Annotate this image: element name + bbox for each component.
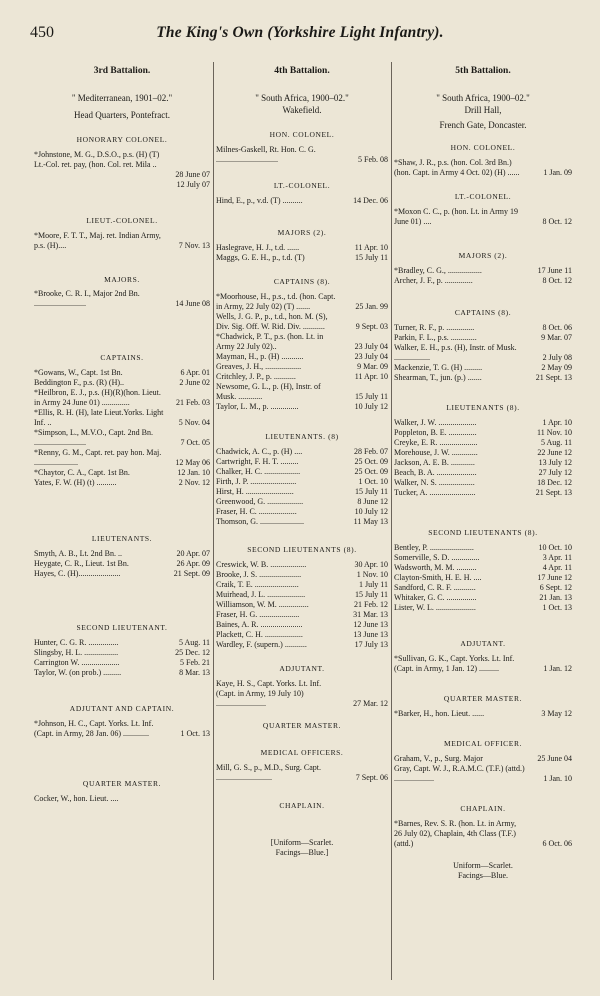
section-heading: LT.-COLONEL. [454, 192, 512, 201]
commission-date: 1 July 11 [358, 580, 388, 589]
officer-name: Baines, A. R. ..................... [216, 620, 303, 629]
section-heading: LIEUT.-COLONEL. [86, 216, 158, 225]
officer-name: *Chadwick, P. T., p.s. (hon. Lt. in Army 22 July 02).. [216, 332, 324, 351]
commission-date: 1 Jan. 10 [543, 774, 572, 783]
officer-entry [394, 654, 572, 674]
section-heading: LIEUTENANTS. (8) [265, 432, 339, 441]
officer-name: Wardley, F. (supern.) ........... [216, 640, 307, 649]
officer-name: Yates, F. W. (H) (t) .......... [34, 478, 117, 487]
officer-entry [34, 428, 210, 448]
officer-name: Tucker, A. ....................... [394, 488, 476, 497]
running-title: The King's Own (Yorkshire Light Infantry). [156, 24, 444, 41]
commission-date: 11 Nov. 10 [537, 428, 572, 437]
commission-date: 12 May 06 [175, 458, 210, 467]
officer-name: *Barker, H., hon. Lieut. ...... [394, 709, 485, 718]
officer-entry [394, 428, 572, 438]
officer-entry [216, 402, 388, 412]
section-heading: ADJUTANT AND CAPTAIN. [69, 704, 175, 713]
officer-entry [216, 497, 388, 507]
commission-date: 15 July 11 [354, 590, 388, 599]
officer-entry [394, 478, 572, 488]
section-heading: HON. COLONEL. [450, 143, 516, 152]
commission-date: 28 June 07 [175, 170, 210, 179]
officer-name: Mackenzie, T. G. (H) ......... [394, 363, 483, 372]
section-heading: MEDICAL OFFICERS. [260, 748, 344, 757]
commission-date: 26 Apr. 09 [176, 559, 210, 568]
officer-name: Craik, T. E. ...................... [216, 580, 299, 589]
commission-date: 1 Oct. 10 [358, 477, 388, 486]
officer-entry [216, 382, 388, 402]
officer-entry [34, 408, 210, 428]
battalion-heading: 4th Battalion. [274, 66, 330, 76]
commission-date: 25 Oct. 09 [354, 457, 388, 466]
commission-date: 5 Feb. 21 [180, 658, 210, 667]
section-heading: LT.-COLONEL. [273, 181, 331, 190]
officer-name: Chadwick, A. C., p. (H) .... [216, 447, 303, 456]
officer-name: Sandford, C. R. F. ........... [394, 583, 476, 592]
section-heading: SECOND LIEUTENANTS (8). [428, 528, 538, 537]
facings-note: Facings—Blue. [458, 871, 508, 880]
officer-entry [216, 679, 388, 709]
commission-date: 8 Oct. 12 [542, 276, 572, 285]
commission-date: 25 Oct. 09 [354, 467, 388, 476]
officer-entry [216, 243, 388, 253]
officer-name: Whitaker, G. C. ............... [394, 593, 477, 602]
column-rule-right [391, 62, 392, 980]
officer-name: Smyth, A. B., Lt. 2nd Bn. .. [34, 549, 123, 558]
officer-entry [394, 458, 572, 468]
uniform-note: [Uniform—Scarlet. [270, 838, 334, 847]
officer-entry [394, 603, 572, 613]
officer-name: *Moorhouse, H., p.s., t.d. (hon. Capt. in Army, 22 July 02) (T) ....... [216, 292, 336, 311]
officer-entry [394, 468, 572, 478]
section-heading: CAPTAINS. [100, 353, 144, 362]
officer-entry [34, 648, 210, 658]
officer-name: Morehouse, J. W. ............. [394, 448, 478, 457]
commission-date: 21 Sept. 09 [173, 569, 210, 578]
officer-entry [216, 145, 388, 165]
commission-date: 5 Feb. 08 [358, 155, 388, 164]
commission-date: 1 Apr. 10 [542, 418, 572, 427]
officer-entry [34, 719, 210, 739]
commission-date: 4 Apr. 11 [542, 563, 572, 572]
officer-name: Creswick, W. B. .................. [216, 560, 307, 569]
officer-name: Wells, J. G. P., p., t.d., hon. M. (S), Div. Sig. Off. W. Rid. Div. ........... [216, 312, 328, 331]
commission-date: 7 Oct. 05 [180, 438, 210, 447]
section-heading: QUARTER MASTER. [443, 694, 523, 703]
officer-name: Chalker, H. C. .................. [216, 467, 301, 476]
commission-date: 21 Sept. 13 [535, 373, 572, 382]
officer-entry [34, 231, 210, 251]
battalion-heading: 5th Battalion. [455, 66, 511, 76]
officer-name: Walker, J. W. ................... [394, 418, 477, 427]
officer-entry [34, 388, 210, 408]
column-5th-battalion [394, 66, 572, 881]
commission-date: 2 June 02 [179, 378, 210, 387]
commission-date: 8 Oct. 06 [542, 323, 572, 332]
officer-entry [394, 276, 572, 286]
officer-entry [216, 457, 388, 467]
commission-date: 15 July 11 [354, 253, 388, 262]
officer-entry [394, 563, 572, 573]
officer-name: *Johnson, H. C., Capt. Yorks. Lt. Inf. (Capt. in Army, 28 Jan. 06) ............. [34, 719, 154, 738]
commission-date: 5 Aug. 11 [540, 438, 572, 447]
officer-name: Somerville, S. D. .............. [394, 553, 480, 562]
commission-date: 3 Apr. 11 [542, 553, 572, 562]
officer-name: Greaves, J. H., .................. [216, 362, 302, 371]
officer-entry [34, 378, 210, 388]
officer-entry [394, 543, 572, 553]
officer-entry [216, 467, 388, 477]
officer-name: Heygate, C. R., Lieut. 1st Bn. [34, 559, 129, 568]
officer-entry [216, 600, 388, 610]
officer-entry [216, 352, 388, 362]
commission-date: 10 Oct. 10 [538, 543, 572, 552]
commission-date: 11 May 13 [353, 517, 388, 526]
commission-date: 17 June 12 [537, 573, 572, 582]
officer-name: Hunter, C. G. R. ............... [34, 638, 119, 647]
officer-entry [216, 570, 388, 580]
section-heading: SECOND LIEUTENANT. [76, 623, 168, 632]
commission-date: 9 Sept. 03 [355, 322, 388, 331]
officer-name: Beddington F., p.s. (R) (H).. [34, 378, 125, 387]
battalion-motto: " Mediterranean, 1901–02." [71, 93, 173, 103]
officer-entry [394, 819, 572, 849]
officer-name: Kaye, H. S., Capt. Yorks. Lt. Inf. (Capt. in Army, 19 July 10) ......................... [216, 679, 322, 708]
section-heading: MAJORS (2). [458, 251, 508, 260]
officer-name: *Heilbron, E. J., p.s. (H)(R)(hon. Lieut. in Army 24 June 01) .............. [34, 388, 161, 407]
commission-date: 5 Nov. 04 [178, 418, 210, 427]
officer-entry [394, 266, 572, 276]
officer-name: Fraser, H. G. .................... [216, 610, 300, 619]
battalion-headquarters: Wakefield. [282, 105, 322, 115]
commission-date: 17 June 11 [537, 266, 572, 275]
officer-entry [34, 794, 210, 804]
commission-date: 13 June 13 [353, 630, 388, 639]
officer-name: Hayes, C. (H)..................... [34, 569, 121, 578]
section-heading: HON. COLONEL. [269, 130, 335, 139]
officer-entry [394, 323, 572, 333]
officer-entry [394, 764, 572, 784]
section-heading: MEDICAL OFFICER. [443, 739, 523, 748]
officer-entry [394, 553, 572, 563]
battalion-headquarters: Drill Hall, [464, 105, 502, 115]
officer-entry [216, 560, 388, 570]
officer-entry [216, 580, 388, 590]
section-heading: MAJORS (2). [277, 228, 327, 237]
uniform-note: Uniform—Scarlet. [453, 861, 513, 870]
officer-name: Taylor, L. M., p. .............. [216, 402, 299, 411]
commission-date: 6 Apr. 01 [180, 368, 210, 377]
officer-name: Hind, E., p., v.d. (T) .......... [216, 196, 303, 205]
officer-name: Jackson, A. E. B. ............ [394, 458, 475, 467]
officer-entry [216, 590, 388, 600]
commission-date: 23 July 04 [354, 352, 388, 361]
section-heading: ADJUTANT. [460, 639, 506, 648]
officer-name: Walker, N. S. .................. [394, 478, 475, 487]
section-heading: QUARTER MASTER. [82, 779, 162, 788]
officer-name: Shearman, T., jun. (p.) ....... [394, 373, 482, 382]
section-heading: LIEUTENANTS. [91, 534, 153, 543]
commission-date: 9 Mar. 07 [541, 333, 572, 342]
officer-name: Haslegrave, H. J., t.d. ...... [216, 243, 300, 252]
officer-name: Newsome, G. L., p. (H), Instr. of Musk. ............ [216, 382, 321, 401]
officer-name: Graham, V., p., Surg. Major [394, 754, 483, 763]
officer-entry [34, 368, 210, 378]
officer-entry [34, 448, 210, 468]
officer-entry [216, 610, 388, 620]
commission-date: 10 July 12 [354, 402, 388, 411]
officer-entry [394, 573, 572, 583]
commission-date: 8 Mar. 13 [179, 668, 210, 677]
officer-name: Firth, J. P. ....................... [216, 477, 297, 486]
commission-date: 25 June 04 [537, 754, 572, 763]
officer-entry [216, 620, 388, 630]
officer-entry [216, 763, 388, 783]
officer-entry [394, 709, 572, 719]
officer-name: Carrington W. ................... [34, 658, 120, 667]
officer-name: Archer, J. F., p. .............. [394, 276, 473, 285]
commission-date: 30 Apr. 10 [354, 560, 388, 569]
officer-name: Bentley, P. ...................... [394, 543, 474, 552]
commission-date: 12 July 07 [176, 180, 210, 189]
battalion-headquarters: Head Quarters, Pontefract. [74, 110, 170, 120]
commission-date: 21 Feb. 03 [176, 398, 210, 407]
officer-entry [394, 448, 572, 458]
officer-entry [216, 447, 388, 457]
section-heading: CHAPLAIN. [460, 804, 506, 813]
officer-entry [34, 658, 210, 668]
column-rule-left [213, 62, 214, 980]
officer-entry [394, 207, 572, 227]
officer-entry [216, 487, 388, 497]
officer-name: Hirst, H. ........................ [216, 487, 294, 496]
officer-entry [394, 438, 572, 448]
officer-entry [34, 559, 210, 569]
column-4th-battalion [216, 66, 388, 858]
officer-name: *Barnes, Rev. S. R. (hon. Lt. in Army, 26 July 02), Chaplain, 4th Class (T.F.) (attd.) [394, 819, 517, 848]
officer-name: Fraser, H. C. ................... [216, 507, 297, 516]
section-heading: SECOND LIEUTENANTS (8). [247, 545, 357, 554]
commission-date: 8 June 12 [357, 497, 388, 506]
officer-name: *Shaw, J. R., p.s. (hon. Col. 3rd Bn.) (hon. Capt. in Army 4 Oct. 02) (H) ...... [394, 158, 520, 177]
officer-entry [216, 312, 388, 332]
officer-name: *Bradley, C. G., ................. [394, 266, 482, 275]
officer-entry [394, 333, 572, 343]
commission-date: 21 Feb. 12 [354, 600, 388, 609]
officer-name: *Moore, F. T. T., Maj. ret. Indian Army, p.s. (H).... [34, 231, 161, 250]
commission-date: 1 Nov. 10 [356, 570, 388, 579]
commission-date: 12 June 13 [353, 620, 388, 629]
officer-entry [216, 477, 388, 487]
column-3rd-battalion [34, 66, 210, 804]
officer-name: Turner, R. F., p. .............. [394, 323, 475, 332]
section-heading: LIEUTENANTS (8). [446, 403, 520, 412]
officer-name: Lister, W. L. .................... [394, 603, 476, 612]
officer-entry [34, 668, 210, 678]
commission-date: 15 July 11 [354, 392, 388, 401]
officer-entry [394, 593, 572, 603]
section-heading: CAPTAINS (8). [273, 277, 331, 286]
commission-date: 27 July 12 [538, 468, 572, 477]
commission-date: 21 Jan. 13 [539, 593, 572, 602]
commission-date: 23 July 04 [354, 342, 388, 351]
commission-date: 15 July 11 [354, 487, 388, 496]
officer-name: Maggs, G. E. H., p., t.d. (T) [216, 253, 305, 262]
commission-date: 14 Dec. 06 [353, 196, 388, 205]
officer-entry [34, 468, 210, 478]
section-heading: HONORARY COLONEL. [76, 135, 168, 144]
officer-name: *Sullivan, G. K., Capt. Yorks. Lt. Inf. (Capt. in Army, 1 Jan. 12) .......... [394, 654, 515, 673]
officer-entry [34, 289, 210, 309]
officer-entry [34, 549, 210, 559]
commission-date: 5 Aug. 11 [178, 638, 210, 647]
officer-name: Muirhead, J. L. ................... [216, 590, 306, 599]
officer-entry [216, 630, 388, 640]
officer-name: Beach, B. A. .................... [394, 468, 477, 477]
officer-name: *Simpson, L., M.V.O., Capt. 2nd Bn. .......................... [34, 428, 153, 447]
officer-name: *Johnstone, M. G., D.S.O., p.s. (H) (T) Lt.-Col. ret. pay, (hon. Col. ret. Mila .. [34, 150, 160, 169]
battalion-motto: " South Africa, 1900–02." [255, 93, 349, 103]
officer-name: Cartwright, F. H. T. ......... [216, 457, 299, 466]
commission-date: 1 Jan. 09 [543, 168, 572, 177]
officer-entry [394, 343, 572, 363]
officer-entry [216, 253, 388, 263]
officer-name: Gray, Capt. W. J., R.A.M.C. (T.F.) (attd.) .................... [394, 764, 525, 783]
commission-date: 8 Oct. 12 [542, 217, 572, 226]
officer-entry [34, 150, 210, 189]
officer-name: Wadsworth, M. M. .......... [394, 563, 477, 572]
officer-name: Cocker, W., hon. Lieut. .... [34, 794, 119, 803]
page-number: 450 [30, 24, 54, 41]
officer-name: Mill, G. S., p., M.D., Surg. Capt. ............................ [216, 763, 321, 782]
officer-entry [34, 478, 210, 488]
commission-date: 1 Oct. 13 [180, 729, 210, 738]
commission-date: 31 Mar. 13 [353, 610, 388, 619]
battalion-address: French Gate, Doncaster. [439, 120, 527, 130]
battalion-heading: 3rd Battalion. [93, 66, 151, 76]
commission-date: 25 Jan. 99 [355, 302, 388, 311]
officer-name: Mayman, H., p. (H) ........... [216, 352, 304, 361]
officer-entry [34, 569, 210, 579]
officer-entry [394, 373, 572, 383]
officer-entry [216, 507, 388, 517]
officer-entry [34, 638, 210, 648]
section-heading: QUARTER MASTER. [262, 721, 342, 730]
officer-entry [394, 418, 572, 428]
officer-name: *Gowans, W., Capt. 1st Bn. [34, 368, 123, 377]
commission-date: 3 May 12 [541, 709, 572, 718]
officer-entry [216, 517, 388, 527]
officer-name: Clayton-Smith, H. E. H. .... [394, 573, 482, 582]
officer-name: Walker, E. H., p.s. (H), Instr. of Musk. .................. [394, 343, 517, 362]
officer-name: Slingsby, H. L. ................. [34, 648, 119, 657]
commission-date: 7 Nov. 13 [178, 241, 210, 250]
commission-date: 2 Nov. 12 [178, 478, 210, 487]
officer-entry [216, 292, 388, 312]
officer-entry [216, 372, 388, 382]
officer-name: Milnes-Gaskell, Rt. Hon. C. G. ............................... [216, 145, 316, 164]
commission-date: 18 Dec. 12 [537, 478, 572, 487]
commission-date: 12 Jan. 10 [177, 468, 210, 477]
commission-date: 9 Mar. 09 [357, 362, 388, 371]
commission-date: 20 Apr. 07 [176, 549, 210, 558]
commission-date: 2 July 08 [542, 353, 572, 362]
commission-date: 7 Sept. 06 [355, 773, 388, 782]
commission-date: 1 Oct. 13 [542, 603, 572, 612]
officer-name: Greenwood, G. .................. [216, 497, 304, 506]
officer-entry [216, 196, 388, 206]
commission-date: 14 June 08 [175, 299, 210, 308]
officer-name: Taylor, W. (on prob.) ......... [34, 668, 122, 677]
officer-name: *Moxon C. C., p. (hon. Lt. in Army 19 June 01) .... [394, 207, 519, 226]
commission-date: 21 Sept. 13 [535, 488, 572, 497]
commission-date: 6 Sept. 12 [539, 583, 572, 592]
officer-entry [216, 362, 388, 372]
section-heading: ADJUTANT. [279, 664, 325, 673]
officer-name: *Chaytor, C. A., Capt. 1st Bn. [34, 468, 130, 477]
officer-entry [394, 754, 572, 764]
officer-name: *Ellis, R. H. (H), late Lieut.Yorks. Light Inf. .. [34, 408, 164, 427]
battalion-motto: " South Africa, 1900–02." [436, 93, 530, 103]
officer-name: Brooke, J. S. ..................... [216, 570, 302, 579]
officer-name: *Brooke, C. R. I., Major 2nd Bn. .......................... [34, 289, 140, 308]
commission-date: 6 Oct. 06 [542, 839, 572, 848]
officer-name: Williamson, W. M. ............... [216, 600, 309, 609]
section-heading: CHAPLAIN. [279, 801, 325, 810]
officer-name: Creyke, E. R. ................... [394, 438, 478, 447]
commission-date: 25 Dec. 12 [175, 648, 210, 657]
officer-name: Poppleton, B. E. .............. [394, 428, 477, 437]
commission-date: 10 July 12 [354, 507, 388, 516]
officer-name: Thomson, G. ...................... [216, 517, 304, 526]
commission-date: 27 Mar. 12 [353, 699, 388, 708]
officer-entry [394, 363, 572, 373]
officer-name: Parkin, F. L., p.s. ............. [394, 333, 477, 342]
commission-date: 11 Apr. 10 [354, 372, 388, 381]
commission-date: 1 Jan. 12 [543, 664, 572, 673]
officer-name: Critchley, J. P., p. ........... [216, 372, 296, 381]
officer-entry [394, 488, 572, 498]
facings-note: Facings—Blue.] [275, 848, 329, 857]
commission-date: 28 Feb. 07 [354, 447, 388, 456]
officer-entry [216, 332, 388, 352]
section-heading: MAJORS. [104, 275, 140, 284]
officer-name: *Renny, G. M., Capt. ret. pay hon. Maj. ...................... [34, 448, 162, 467]
commission-date: 13 July 12 [538, 458, 572, 467]
commission-date: 22 June 12 [537, 448, 572, 457]
section-heading: CAPTAINS (8). [454, 308, 512, 317]
commission-date: 17 July 13 [354, 640, 388, 649]
commission-date: 11 Apr. 10 [354, 243, 388, 252]
officer-entry [216, 640, 388, 650]
officer-entry [394, 583, 572, 593]
commission-date: 2 May 09 [541, 363, 572, 372]
officer-name: Plackett, C. H. ................... [216, 630, 303, 639]
officer-entry [394, 158, 572, 178]
